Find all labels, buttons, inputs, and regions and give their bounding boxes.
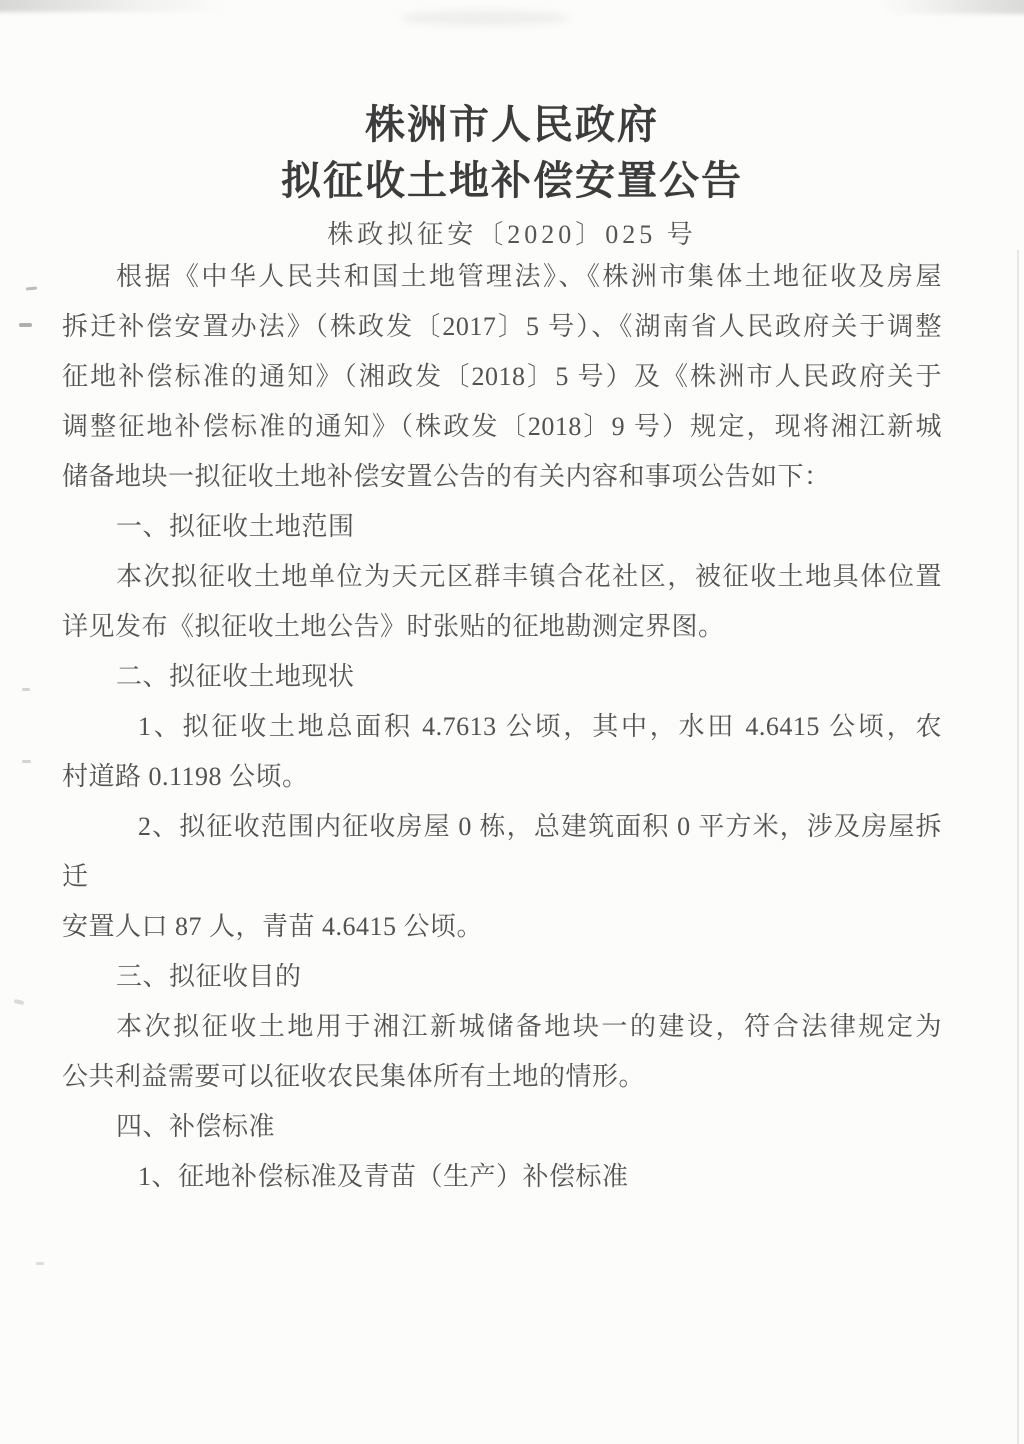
document-title-line-1: 株洲市人民政府 xyxy=(365,102,659,147)
paragraph-line: 1、拟征收土地总面积 4.7613 公顷，其中，水田 4.6415 公顷，农 xyxy=(138,712,942,741)
paragraph-line: 公共利益需要可以征收农民集体所有土地的情形。 xyxy=(62,1062,646,1091)
paragraph-line: 村道路 0.1198 公顷。 xyxy=(62,762,309,791)
section-heading-4: 四、补偿标准 xyxy=(116,1112,276,1141)
scan-speck xyxy=(19,323,32,327)
paragraph-line: 2、拟征收范围内征收房屋 0 栋，总建筑面积 0 平方米，涉及房屋拆迁 xyxy=(62,812,942,891)
scan-edge-line-right xyxy=(1017,250,1019,1444)
paragraph-line: 调整征地补偿标准的通知》（株政发〔2018〕9 号）规定，现将湘江新城 xyxy=(62,412,942,441)
paragraph-line: 1、征地补偿标准及青苗（生产）补偿标准 xyxy=(138,1162,629,1191)
scan-smudge-top-left xyxy=(0,0,224,12)
paragraph-line: 详见发布《拟征收土地公告》时张贴的征地勘测定界图。 xyxy=(62,612,725,641)
paragraph-line: 储备地块一拟征收土地补偿安置公告的有关内容和事项公告如下： xyxy=(62,462,831,491)
section-heading-1: 一、拟征收土地范围 xyxy=(116,512,355,541)
paragraph-line: 根据《中华人民共和国土地管理法》、《株洲市集体土地征收及房屋 xyxy=(116,262,942,291)
section-heading-2: 二、拟征收土地现状 xyxy=(116,662,355,691)
document-number: 株政拟征安〔2020〕025 号 xyxy=(327,220,697,249)
scan-speck xyxy=(22,760,31,763)
paragraph-line: 本次拟征收土地单位为天元区群丰镇合花社区，被征收土地具体位置 xyxy=(116,562,942,591)
paragraph-line: 征地补偿标准的通知》（湘政发〔2018〕5 号）及《株洲市人民政府关于 xyxy=(62,362,942,391)
scan-speck xyxy=(14,999,25,1005)
section-heading-3: 三、拟征收目的 xyxy=(116,962,302,991)
scan-speck xyxy=(26,286,37,290)
paragraph-line: 拆迁补偿安置办法》（株政发〔2017〕5 号）、《湖南省人民政府关于调整 xyxy=(62,312,942,341)
scan-speck xyxy=(36,1262,44,1265)
paragraph-line: 本次拟征收土地用于湘江新城储备地块一的建设，符合法律规定为 xyxy=(116,1012,942,1041)
scan-smudge-top-center xyxy=(400,10,570,26)
document-title-line-2: 拟征收土地补偿安置公告 xyxy=(281,158,743,203)
scan-speck xyxy=(22,688,30,691)
paragraph-line: 安置人口 87 人，青苗 4.6415 公顷。 xyxy=(62,912,484,941)
scan-smudge-top-right xyxy=(880,0,1024,14)
document-body xyxy=(62,252,942,1202)
